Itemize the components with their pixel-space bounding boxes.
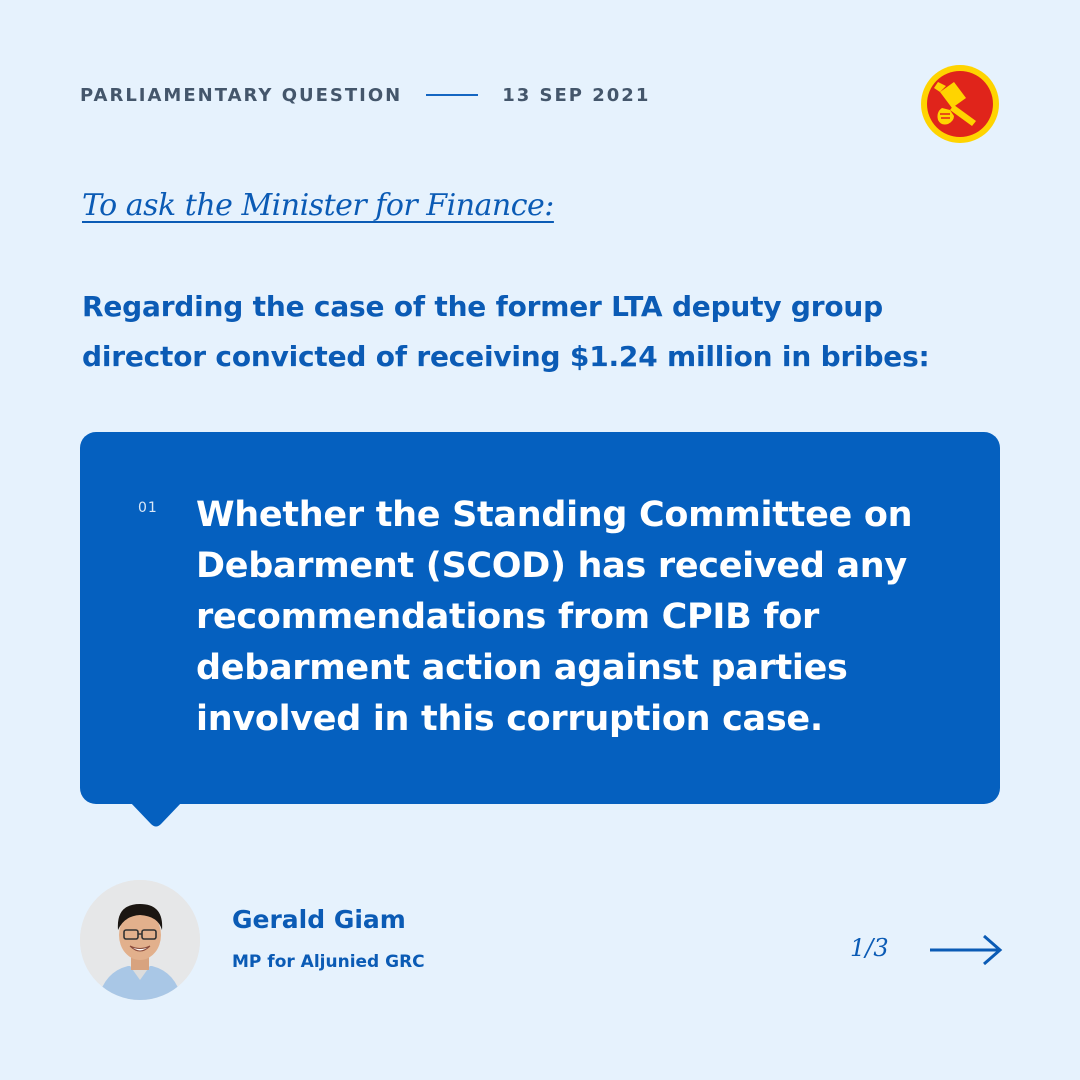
question-text: Whether the Standing Committee on Debarment (SCOD) has received any recommendations from CPIB for debarment action against parties involved in this corruption case.: [196, 495, 913, 739]
addressee-heading: To ask the Minister for Finance:: [82, 188, 554, 223]
question-number: 01: [138, 500, 158, 516]
date-label: 13 SEP 2021: [502, 84, 651, 106]
avatar: [80, 880, 200, 1000]
speech-bubble-tail: [130, 802, 182, 828]
author-name: Gerald Giam: [232, 905, 406, 934]
person-portrait-icon: [80, 880, 200, 1000]
arrow-right-icon[interactable]: [928, 932, 1004, 968]
party-hammer-logo-icon: [920, 64, 1000, 144]
header-divider: [426, 94, 478, 96]
header-bar: [80, 82, 650, 108]
question-intro: Regarding the case of the former LTA deputy group director convicted of receiving $1.24 million in bribes:: [82, 290, 930, 373]
author-role: MP for Aljunied GRC: [232, 952, 425, 972]
category-label: PARLIAMENTARY QUESTION: [80, 84, 403, 106]
question-bubble: [80, 432, 1000, 804]
page-indicator: 1/3: [850, 934, 889, 962]
